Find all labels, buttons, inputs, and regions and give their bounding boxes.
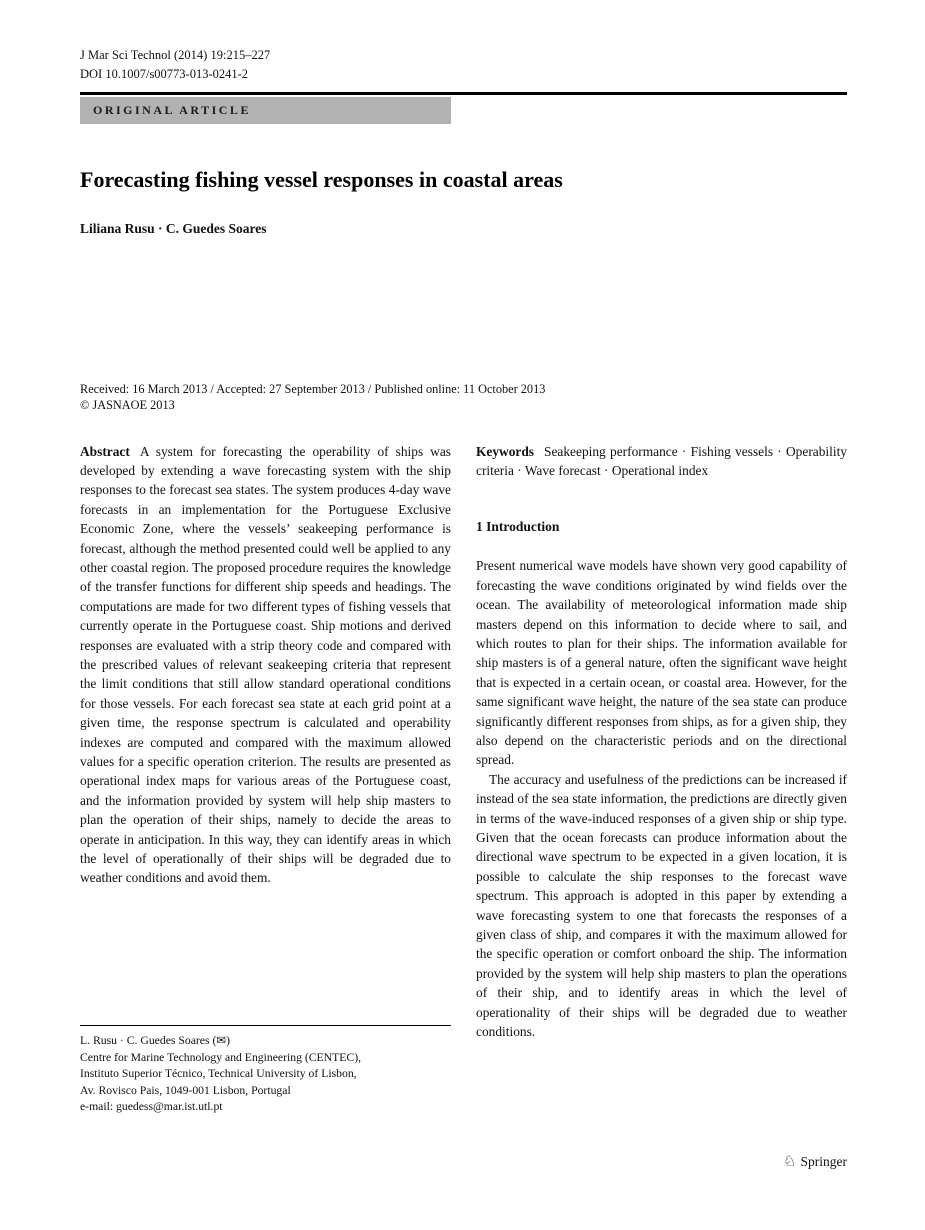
authors-line: Liliana Rusu · C. Guedes Soares <box>80 220 267 236</box>
two-column-body <box>80 442 847 1116</box>
article-type-banner: ORIGINAL ARTICLE <box>80 97 451 124</box>
abstract-label: Abstract <box>80 443 130 459</box>
section-heading-introduction: 1 Introduction <box>476 519 560 535</box>
page-header <box>80 0 847 124</box>
abstract-text: A system for forecasting the operability of ships was developed by extending a wave forecasting system with the ship responses to the forecast sea states. The system produces 4-day wave forecasts in an implementation for the Portuguese Exclusive Economic Zone, where the vessels’ seakeeping performance is forecast, although the method presented could well be applied to any other coastal region. The proposed procedure requires the knowledge of the transfer functions for different ship speeds and headings. The computations are made for two different types of fishing vessels that currently operate in the Portuguese coast. Ship motions and derived responses are evaluated with a strip theory code and compared with the prescribed values of relevant seakeeping criteria that represent the limit conditions that still allow standard operational conditions for those vessels. For each forecast sea state at each grid point at a given time, the response spectrum is calculated and operability indexes are computed and compared with the maximum allowed values for a specific operation criterion. The results are presented as operational index maps for various areas of the Portuguese coast, and the information provided by system will help ship masters to plan the operation of their ships, namely to decide the areas to operate in anticipation. In this way, they can identify areas in which the level of operationally of their ships will be degraded due to weather conditions and avoid them. <box>80 443 451 886</box>
left-column <box>80 442 451 1116</box>
journal-reference: J Mar Sci Technol (2014) 19:215–227 <box>80 48 271 62</box>
copyright-line: © JASNAOE 2013 <box>80 398 175 412</box>
footnote-email: e-mail: guedess@mar.ist.utl.pt <box>80 1100 223 1114</box>
intro-paragraph-2: The accuracy and usefulness of the predictions can be increased if instead of the sea state information, the predictions are directly given in terms of the wave-induced responses of a given ship or ship type. Given that the ocean forecasts can produce information about the directional wave spectrum to be expected in a given location, it is possible to calculate the ship responses to the forecast wave spectrum. This approach is adopted in this paper by extending a wave forecasting system to one that forecasts the responses of a given class of ship, and compares it with the maximum allowed for the specific operation or comfort onboard the ship. The information provided by the system will help ship masters to plan the operations of their ship, and to identify areas in which the level of operationality of their ships will be degraded due to weather conditions. <box>476 771 847 1040</box>
keywords-text: Seakeeping performance · Fishing vessels · Operability criteria · Wave forecast · Operational index <box>476 443 847 478</box>
intro-paragraph-1: Present numerical wave models have shown very good capability of forecasting the wave conditions originated by wind fields over the ocean. The availability of meteorological information made ship masters depend on this information to decide where to sail, and which routes to plan for their ships. The information available for ship masters is of a general nature, often the significant wave height that is expected in a certain ocean, or coastal area. However, for the same significant wave height, the nature of the sea state can produce significantly different responses from ships, as for a given ship, they also depend on the characteristic periods and on the directional spread. <box>476 558 847 768</box>
footnote-address: Av. Rovisco Pais, 1049-001 Lisbon, Portugal <box>80 1083 291 1097</box>
footnote-affiliation-2: Instituto Superior Técnico, Technical University of Lisbon, <box>80 1067 357 1081</box>
publisher-mark <box>783 1154 847 1170</box>
page-content <box>80 0 847 1116</box>
abstract-paragraph <box>80 442 451 888</box>
doi-line: DOI 10.1007/s00773-013-0241-2 <box>80 67 249 81</box>
correspondence-footnote <box>80 1025 451 1115</box>
keywords-label: Keywords <box>476 443 535 459</box>
keywords-paragraph <box>476 442 847 481</box>
publisher-name: Springer <box>800 1154 847 1169</box>
page-title: Forecasting fishing vessel responses in coastal areas <box>80 166 563 192</box>
footnote-authors: L. Rusu · C. Guedes Soares (✉) <box>80 1034 231 1048</box>
header-rule <box>80 92 847 95</box>
springer-logo-icon: ♘ <box>783 1153 797 1170</box>
publication-history: Received: 16 March 2013 / Accepted: 27 September 2013 / Published online: 11 October 2013 <box>80 381 546 396</box>
footnote-affiliation-1: Centre for Marine Technology and Engineering (CENTEC), <box>80 1050 362 1064</box>
right-column <box>476 442 847 1116</box>
